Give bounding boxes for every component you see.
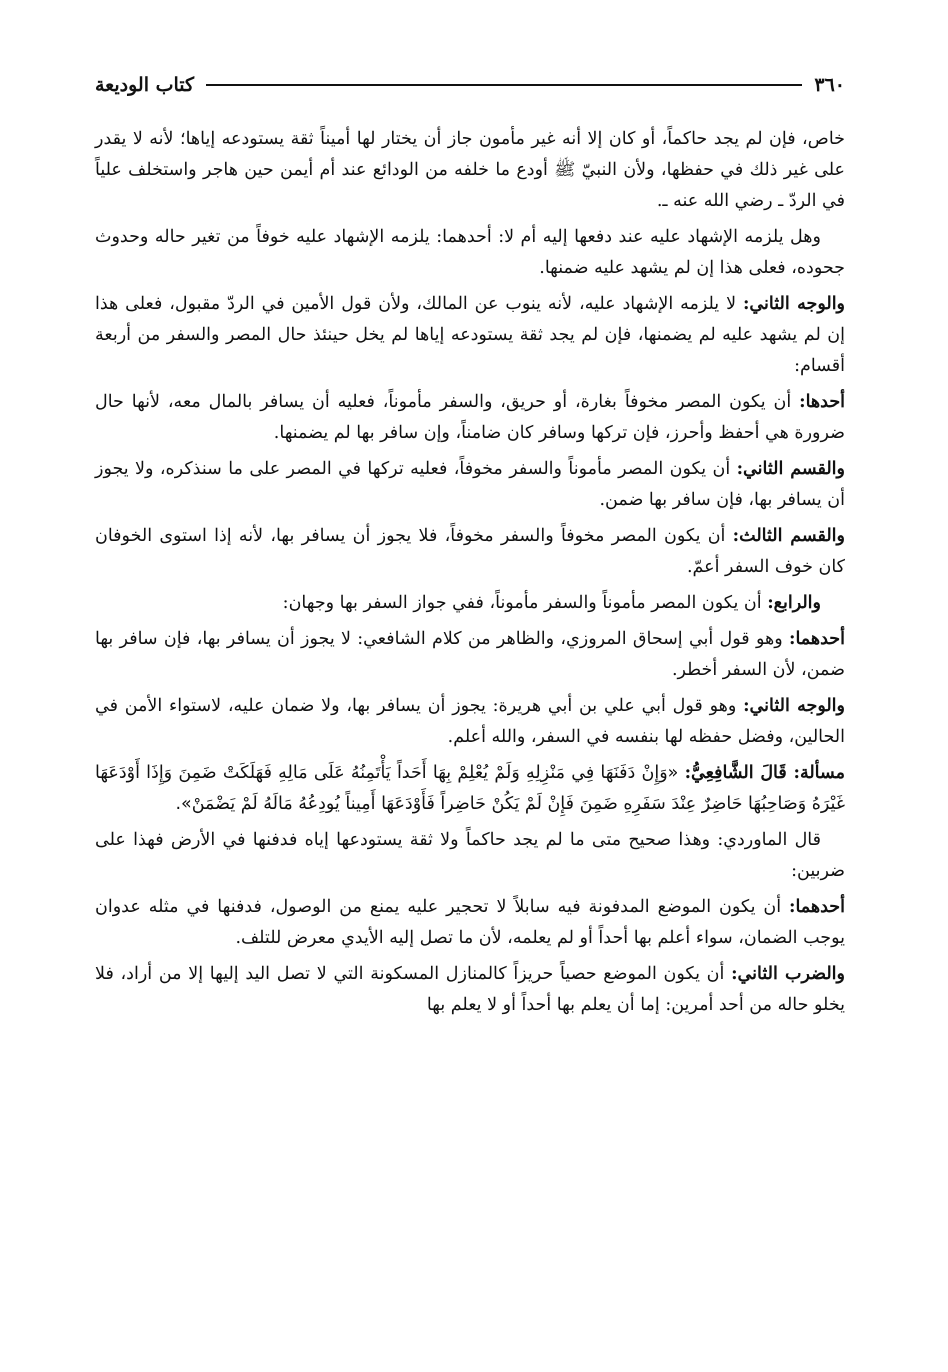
paragraph-lead: والوجه الثاني:	[743, 696, 845, 716]
book-title: كتاب الوديعة	[95, 74, 195, 96]
paragraph	[95, 691, 845, 753]
page-number: ٣٦٠	[814, 74, 845, 96]
paragraph-text: أن يكون المصر مخوفاً والسفر مخوفاً، فلا يجوز أن يسافر بها، لأنه إذا استوى الخوفان كان خوف السفر أعمّ.	[95, 526, 845, 577]
paragraph-text: أن يكون المصر مخوفاً بغارة، أو حريق، والسفر مأموناً، فعليه أن يسافر بالمال معه، لأنها حال ضرورة هي أحفظ وأحرز، فإن تركها وسافر كان ضامناً، وإن سافر بها لم يضمنها.	[95, 392, 845, 443]
quoted-passage	[95, 758, 845, 820]
paragraph	[95, 387, 845, 449]
paragraph-text: أن يكون المصر مأموناً والسفر مخوفاً، فعليه تركها في المصر على ما سنذكره، ولا يجوز أن يسافر بها، فإن سافر بها ضمن.	[95, 459, 845, 510]
paragraph	[95, 289, 845, 382]
quotation-text: «وَإِنْ دَفَنَهَا فِي مَنْزِلِهِ وَلَمْ يُعْلِمْ بِهَا أَحَداً يَأْتَمِنُهُ عَلَى مَالِهِ فَهَلَكَتْ ضَمِنَ وَإِذَا أَوْدَعَهَا غَيْرَهُ وَصَاحِبُهَا حَاضِرٌ عِنْدَ سَفَرِهِ ضَمِنَ فَإِنْ لَمْ يَكُنْ حَاضِراً فَأَوْدَعَهَا أَمِيناً يُودِعُهُ مَالَهُ لَمْ يَضْمَنْ».	[95, 763, 845, 814]
header-rule	[206, 84, 802, 86]
paragraph-lead: والوجه الثاني:	[742, 294, 846, 314]
paragraph-lead: والرابع:	[767, 593, 821, 613]
page-body	[95, 124, 845, 1026]
paragraph	[95, 825, 845, 887]
paragraph	[95, 222, 845, 284]
paragraph-text: أن يكون المصر مأموناً والسفر مأموناً، ففي جواز السفر بها وجهان:	[282, 593, 768, 613]
paragraph-text: وهل يلزمه الإشهاد عليه عند دفعها إليه أم لا: أحدهما: يلزمه الإشهاد عليه خوفاً من تغير حاله وحدوث جحوده، فعلى هذا إن لم يشهد عليه ضمنها.	[95, 227, 845, 278]
paragraph-lead: والضرب الثاني:	[731, 964, 845, 984]
paragraph	[95, 588, 845, 619]
paragraph	[95, 124, 845, 217]
paragraph-lead: أحدها:	[799, 392, 845, 412]
paragraph-text: خاص، فإن لم يجد حاكماً، أو كان إلا أنه غير مأمون جاز أن يختار لها أميناً ثقة يستودعه إياها؛ لأنه لا يقدر على غير ذلك في حفظها، ولأن النبيّ ﷺ أودع ما خلفه من الودائع عند أم أيمن حين هاجر واستخلف علياً في الردّ ـ رضي الله عنه ـ.	[95, 129, 845, 211]
paragraph-lead: أحدهما:	[788, 629, 845, 649]
paragraph-lead: مسألة: قَالَ الشَّافِعِيُّ:	[684, 763, 845, 783]
paragraph-text: أن يكون الموضع المدفونة فيه سابلاً لا تحجير عليه يمنع من الوصول، فدفنها في مثله عدوان يوجب الضمان، سواء أعلم بها أحداً أو لم يعلمه، لأن ما تصل إليه الأيدي معرض للتلف.	[95, 897, 845, 948]
paragraph	[95, 624, 845, 686]
paragraph	[95, 454, 845, 516]
paragraph-lead: أحدهما:	[788, 897, 845, 917]
page-header	[95, 68, 845, 102]
paragraph-lead: والقسم الثالث:	[732, 526, 845, 546]
paragraph-text: أن يكون الموضع حصياً حريزاً كالمنازل المسكونة التي لا تصل اليد إليها إلا من أراد، فلا يخلو حاله من أحد أمرين: إما أن يعلم بها أحداً أو لا يعلم بها	[95, 964, 845, 1015]
paragraph	[95, 959, 845, 1021]
paragraph	[95, 892, 845, 954]
paragraph	[95, 521, 845, 583]
paragraph-lead: والقسم الثاني:	[736, 459, 845, 479]
paragraph-text: قال الماوردي: وهذا صحيح متى ما لم يجد حاكماً ولا ثقة يستودعها إياه فدفنها في الأرض فهذا على ضربين:	[95, 830, 845, 881]
paragraph-text: لا يلزمه الإشهاد عليه، لأنه ينوب عن المالك، ولأن قول الأمين في الردّ مقبول، فعلى هذا إن لم يشهد عليه لم يضمنها، فإن لم يجد ثقة يستودعه إياها لم يخل حينئذ حال المصر والسفر من أربعة أقسام:	[95, 294, 845, 376]
paragraph-text: وهو قول أبي علي بن أبي هريرة: يجوز أن يسافر بها، ولا ضمان عليه، لاستواء الأمن في الحالين، وفضل حفظه لها بنفسه في السفر، والله أعلم.	[95, 696, 845, 747]
paragraph-text: وهو قول أبي إسحاق المروزي، والظاهر من كلام الشافعي: لا يجوز أن يسافر بها، فإن سافر بها ضمن، لأن السفر أخطر.	[95, 629, 845, 680]
